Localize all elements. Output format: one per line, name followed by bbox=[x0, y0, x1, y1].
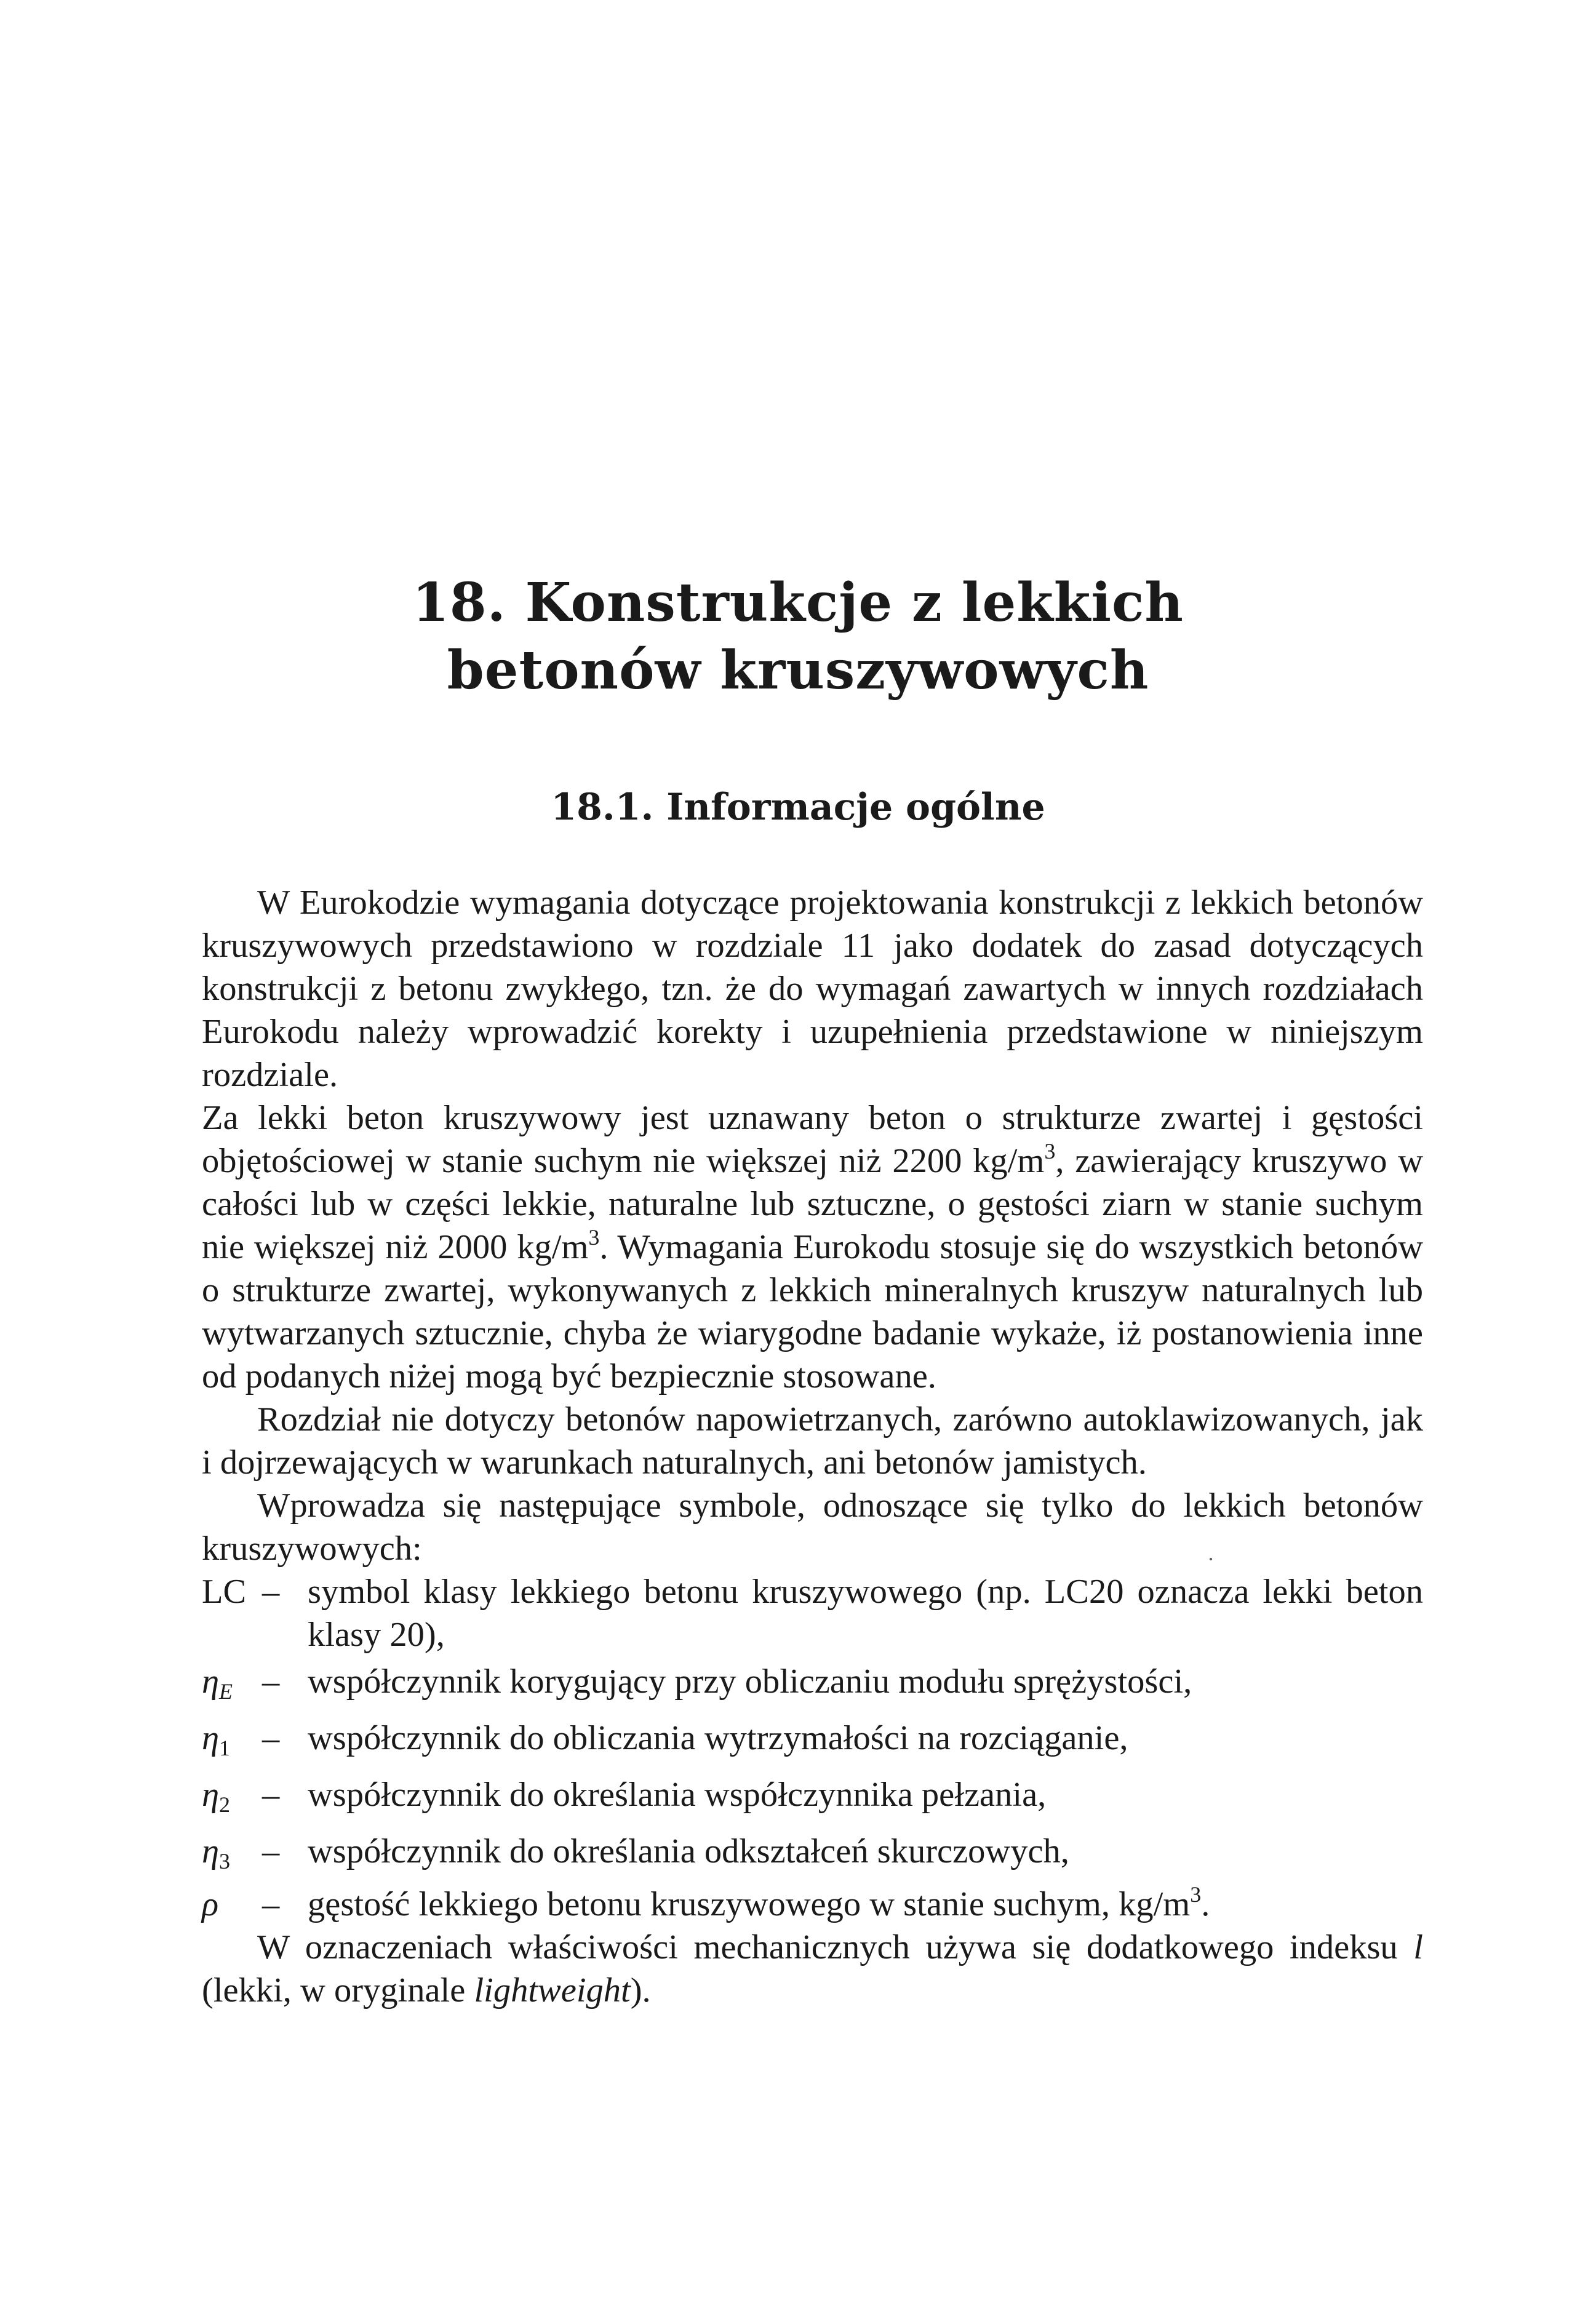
index-note-text-2: (lekki, w oryginale bbox=[202, 1971, 474, 2010]
symbol-description: współczynnik do określania odkształceń skurczowych, bbox=[308, 1832, 1069, 1870]
symbol-dash: – bbox=[262, 1573, 280, 1611]
symbol-description: gęstość lekkiego betonu kruszywowego w stanie suchym, $kg/m^3$. bbox=[308, 1882, 1210, 1923]
index-note-text-1: W oznaczeniach właściwości mechanicznych używa się dodatkowego indeksu bbox=[257, 1928, 1414, 1966]
chapter-title-line-2: betonów kruszywowych bbox=[447, 639, 1149, 701]
symbol-row-lc bbox=[202, 1570, 1423, 1656]
symbol-eta-e: $\eta_E$ bbox=[202, 1662, 233, 1704]
scan-speck bbox=[1210, 1558, 1212, 1560]
chapter-title bbox=[0, 569, 1596, 704]
paragraph-index-note bbox=[202, 1926, 1423, 2012]
chapter-title-line-1: 18. Konstrukcje z lekkich bbox=[412, 572, 1184, 634]
definition-text-3: . Wymagania Eurokodu stosuje się do wszystkich betonów o strukturze zwartej, wykonywanych z lekkich mineralnych kruszyw naturalnych lub wytwarzanych sztucznie, chyba że wiarygodne badanie wykaże, iż postanowienia inne od podanych niżej mogą być bezpiecznie stosowane. bbox=[202, 1228, 1423, 1395]
symbol-list bbox=[202, 1570, 1423, 1926]
paragraph-definition bbox=[202, 1096, 1423, 1398]
definition-text-2: , zawierający kruszywo w całości lub w części lekkie, naturalne lub sztuczne, o gęstości ziarn w stanie suchym nie większej niż 2000 kg/m bbox=[202, 1142, 1424, 1266]
symbol-dash: – bbox=[262, 1776, 280, 1814]
superscript-3: 3 bbox=[588, 1225, 600, 1250]
superscript-3: 3 bbox=[1044, 1139, 1056, 1163]
index-symbol: l bbox=[1413, 1928, 1423, 1966]
paragraph-scope: Rozdział nie dotyczy betonów napowietrzanych, zarówno autoklawizowanych, jak i dojrzewających w warunkach naturalnych, ani betonów jamistych. bbox=[202, 1400, 1423, 1482]
symbol-row-rho bbox=[202, 1883, 1423, 1926]
symbol-lc: LC bbox=[202, 1573, 247, 1611]
paragraph-intro: W Eurokodzie wymagania dotyczące projektowania konstrukcji z lekkich betonów kruszywowych przedstawiono w rozdziale 11 jako dodatek do zasad dotyczących konstrukcji z betonu zwykłego, tzn. że do wymagań zawartych w innych rozdziałach Eurokodu należy wprowadzić korekty i uzupełnienia przedstawione w niniejszym rozdziale. bbox=[202, 884, 1423, 1094]
paragraph-symbols-intro: Wprowadza się następujące symbole, odnoszące się tylko do lekkich betonów kruszywowych: bbox=[202, 1487, 1423, 1568]
symbol-row-eta-3 bbox=[202, 1830, 1423, 1883]
symbol-dash: – bbox=[262, 1719, 280, 1757]
symbol-dash: – bbox=[262, 1662, 280, 1701]
symbol-dash: – bbox=[262, 1885, 280, 1923]
definition-text-1: Za lekki beton kruszywowy jest uznawany beton o strukturze zwartej i gęstości objętościowej w stanie suchym nie większej niż 2200 kg/m bbox=[202, 1099, 1423, 1180]
symbol-description: symbol klasy lekkiego betonu kruszywowego (np. LC20 oznacza lekki beton klasy 20), bbox=[308, 1573, 1423, 1654]
symbol-dash: – bbox=[262, 1832, 280, 1870]
section-title: 18.1. Informacje ogólne bbox=[551, 786, 1045, 829]
symbol-eta-2: $\eta_2$ bbox=[202, 1776, 231, 1817]
symbol-description: współczynnik do określania współczynnika pełzania, bbox=[308, 1776, 1047, 1814]
symbol-rho: ρ bbox=[202, 1885, 219, 1923]
symbol-description: współczynnik do obliczania wytrzymałości na rozciąganie, bbox=[308, 1719, 1128, 1757]
original-term: lightweight bbox=[474, 1971, 631, 2010]
symbol-eta-3: $\eta_3$ bbox=[202, 1832, 231, 1874]
index-note-text-3: ). bbox=[630, 1971, 651, 2010]
symbol-description: współczynnik korygujący przy obliczaniu modułu sprężystości, bbox=[308, 1662, 1192, 1701]
symbol-row-eta-2 bbox=[202, 1773, 1423, 1826]
body-text bbox=[202, 881, 1423, 2012]
symbol-row-eta-1 bbox=[202, 1717, 1423, 1770]
symbol-row-eta-e bbox=[202, 1660, 1423, 1713]
symbol-eta-1: $\eta_1$ bbox=[202, 1719, 231, 1760]
